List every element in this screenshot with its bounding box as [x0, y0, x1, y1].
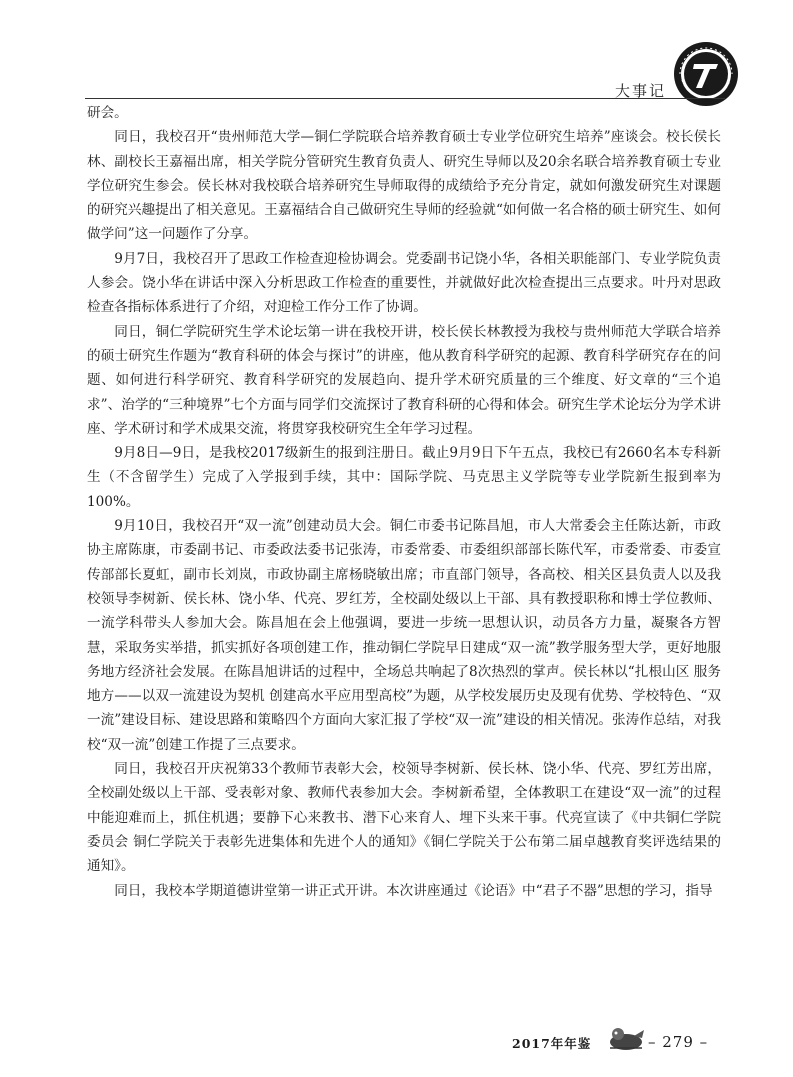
yearbook-title: 2017年年鉴 — [512, 1036, 592, 1051]
paragraph: 同日，我校召开“贵州师范大学—铜仁学院联合培养教育硕士专业学位研究生培养”座谈会。校长侯长林、副校长王嘉福出席，相关学院分管研究生教育负责人、研究生导师以及20余名联合培养教育硕士专业学位研究生参会。侯长林对我校联合培养研究生导师取得的成绩给予充分肯定，就如何激发研究生对课题的研究兴趣提出了相关意见。王嘉福结合自己做研究生导师的经验就“如何做一名合格的硕士研究生、如何做学问”这一问题作了分享。 — [87, 129, 721, 243]
page-number: – 279 – — [648, 1033, 709, 1051]
paragraph: 同日，我校召开庆祝第33个教师节表彰大会，校领导李树新、侯长林、饶小华、代亮、罗红芳出席，全校副处级以上干部、受表彰对象、教师代表参加大会。李树新希望，全体教职工在建设“双一流”的过程中能迎难而上，抓住机遇；要静下心来教书、潜下心来育人、埋下头来干事。代亮宣读了《中共铜仁学院委员会 铜仁学院关于表彰先进集体和先进个人的通知》《铜仁学院关于公布第二届卓越教育奖评选结果的通知》。 — [87, 761, 721, 875]
paragraph: 同日，铜仁学院研究生学术论坛第一讲在我校开讲，校长侯长林教授为我校与贵州师范大学联合培养的硕士研究生作题为“教育科研的体会与探讨”的讲座，他从教育科学研究的起源、教育科学研究存在的问题、如何进行科学研究、教育科学研究的发展趋向、提升学术研究质量的三个维度、好文章的“三个追求”、治学的“三种境界”七个方面与同学们交流探讨了教育科研的心得和体会。研究生学术论坛分为学术讲座、学术研讨和学术成果交流，将贯穿我校研究生全年学习过程。 — [87, 323, 721, 437]
paragraph: 研会。 — [87, 105, 128, 121]
paragraph: 9月7日，我校召开了思政工作检查迎检协调会。党委副书记饶小华，各相关职能部门、专业学院负责人参会。饶小华在讲话中深入分析思政工作检查的重要性，并就做好此次检查提出三点要求。叶丹对思政检查各指标体系进行了介绍，对迎检工作分工作了协调。 — [87, 250, 721, 316]
article-body — [87, 101, 721, 903]
header-rule — [85, 98, 725, 99]
paragraph: 同日，我校本学期道德讲堂第一讲正式开讲。本次讲座通过《论语》中“君子不器”思想的学习，指导 — [114, 882, 713, 899]
paragraph: 9月10日，我校召开“双一流”创建动员大会。铜仁市委书记陈昌旭，市人大常委会主任陈达新，市政协主席陈康，市委副书记、市委政法委书记张涛，市委常委、市委组织部部长陈代军，市委常委、市委宣传部部长夏虹，副市长刘岚，市政协副主席杨晓敏出席；市直部门领导，各高校、相关区县负责人以及我校领导李树新、侯长林、饶小华、代亮、罗红芳，全校副处级以上干部、具有教授职称和博士学位教师、一流学科带头人参加大会。陈昌旭在会上他强调，要进一步统一思想认识，动员各方力量，凝聚各方智慧，采取务实举措，抓实抓好各项创建工作，推动铜仁学院早日建成“双一流”教学服务型大学，更好地服务地方经济社会发展。在陈昌旭讲话的过程中，全场总共响起了8次热烈的掌声。侯长林以“扎根山区 服务地方——以双一流建设为契机 创建高水平应用型高校”为题，从学校发展历史及现有优势、学校特色、“双一流”建设目标、建设思路和策略四个方面向大家汇报了学校“双一流”建设的相关情况。张涛作总结，对我校“双一流”创建工作提了三点要求。 — [87, 518, 721, 753]
section-title: 大事记 — [615, 82, 667, 100]
paragraph: 9月8日—9日，是我校2017级新生的报到注册日。截止9月9日下午五点，我校已有2660名本专科新生（不含留学生）完成了入学报到手续，其中：国际学院、马克思主义学院等专业学院新生报到率为100%。 — [87, 445, 721, 510]
mascot-icon — [604, 1024, 648, 1052]
